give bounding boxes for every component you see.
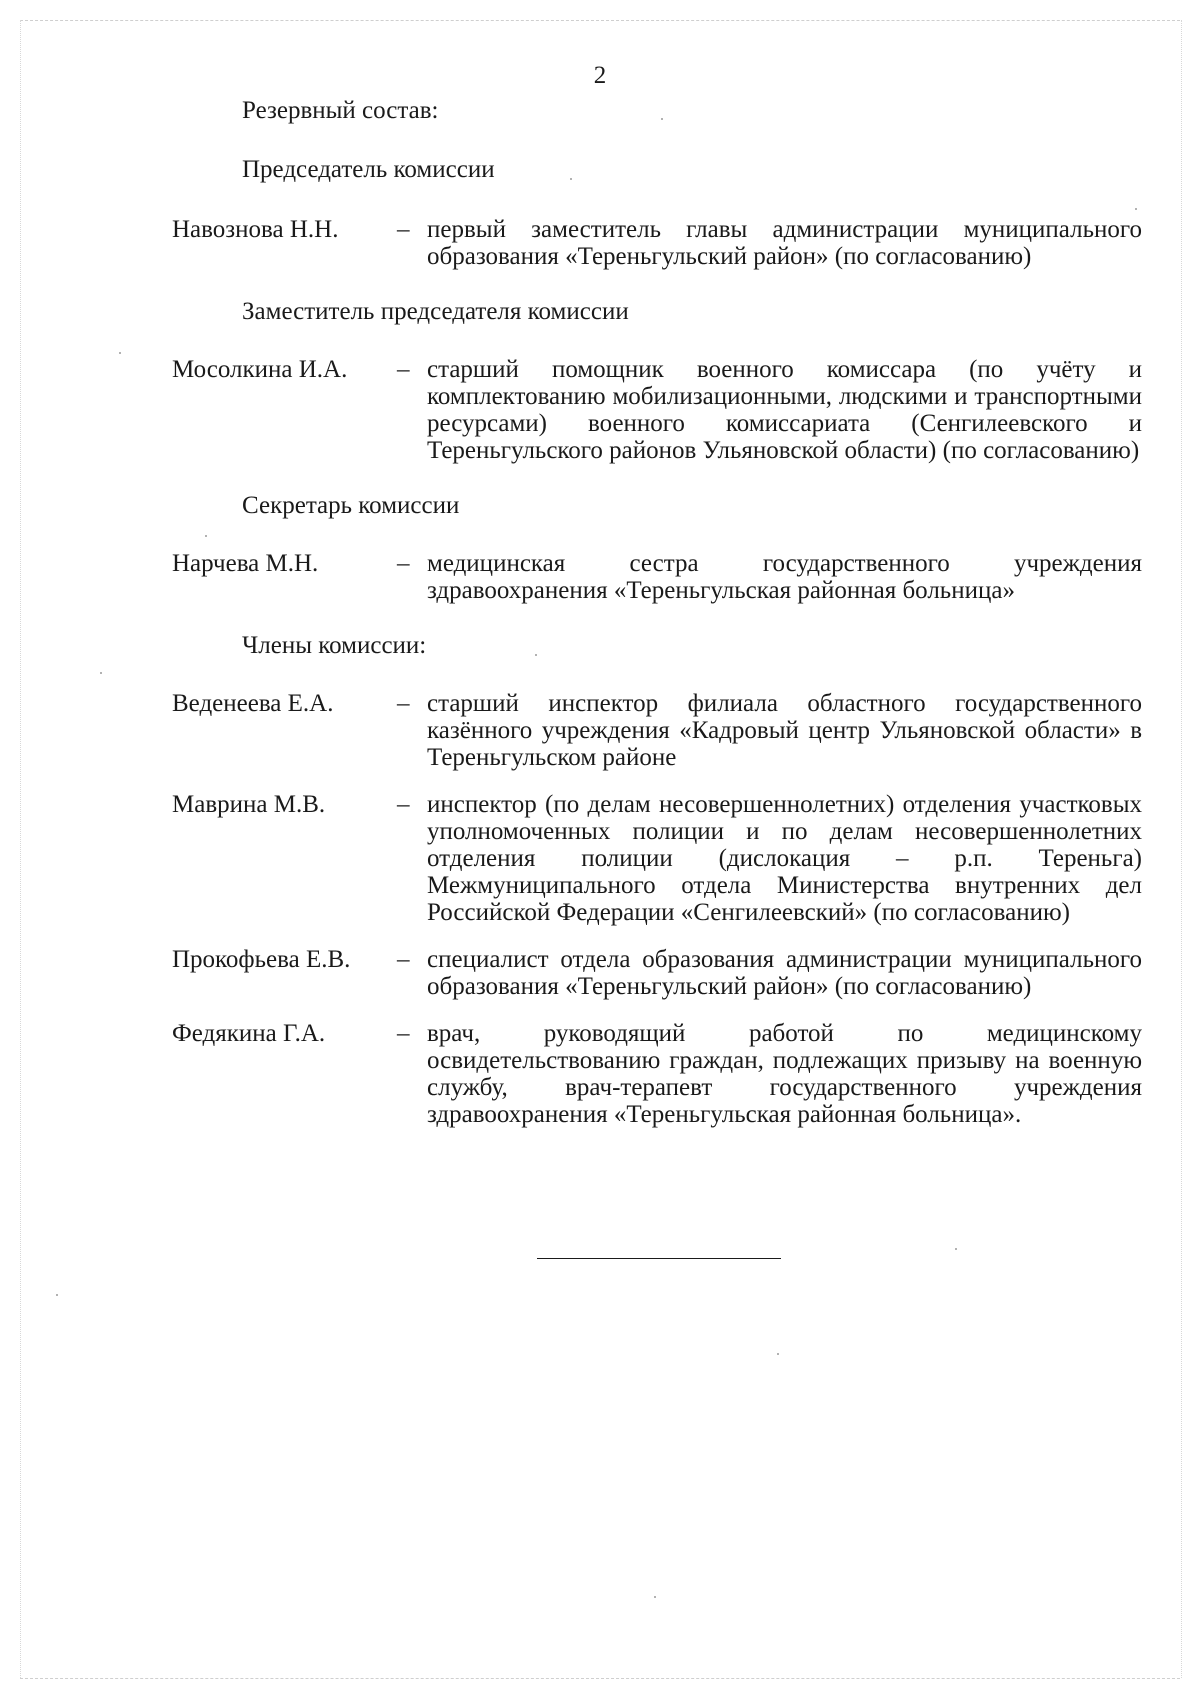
member-entry bbox=[172, 791, 1142, 926]
chair-heading: Председатель комиссии bbox=[242, 156, 495, 183]
scan-speck bbox=[100, 672, 102, 674]
member-name: Веденеева Е.А. bbox=[172, 690, 334, 717]
member-entry bbox=[172, 1020, 1142, 1128]
deputy-description: старший помощник военного комиссара (по учёту и комплектованию мобилизационными, людскими и транспортными ресурсами) военного комиссариата (Сенгилеевского и Тереньгульского районов Ульяновской области) (по согласованию) bbox=[427, 356, 1142, 464]
member-description: инспектор (по делам несовершеннолетних) отделения участковых уполномоченных полиции и по делам несовершеннолетних отделения полиции (дислокация – р.п. Тереньга) Межмуниципального отдела Министерства внутренних дел Российской Федерации «Сенгилеевский» (по согласованию) bbox=[427, 791, 1142, 926]
deputy-dash: – bbox=[397, 356, 410, 383]
member-dash: – bbox=[397, 791, 410, 818]
member-dash: – bbox=[397, 1020, 410, 1047]
member-description: специалист отдела образования администрации муниципального образования «Тереньгульский район» (по согласованию) bbox=[427, 946, 1142, 1000]
reserve-heading: Резервный состав: bbox=[242, 97, 439, 124]
member-description: врач, руководящий работой по медицинскому освидетельствованию граждан, подлежащих призыву на военную службу, врач-терапевт государственного учреждения здравоохранения «Тереньгульская районная больница». bbox=[427, 1020, 1142, 1128]
deputy-name: Мосолкина И.А. bbox=[172, 356, 348, 383]
chair-description: первый заместитель главы администрации муниципального образования «Тереньгульский район» (по согласованию) bbox=[427, 216, 1142, 270]
scan-speck bbox=[535, 654, 537, 656]
chair-dash: – bbox=[397, 216, 410, 243]
chair-entry bbox=[172, 216, 1142, 270]
scan-speck bbox=[570, 178, 572, 180]
scan-speck bbox=[56, 1294, 58, 1296]
deputy-heading: Заместитель председателя комиссии bbox=[242, 298, 629, 325]
scan-speck bbox=[777, 1353, 779, 1355]
member-entry bbox=[172, 946, 1142, 1000]
member-entry bbox=[172, 690, 1142, 771]
member-dash: – bbox=[397, 690, 410, 717]
scan-speck bbox=[661, 118, 663, 120]
scan-speck bbox=[205, 535, 207, 537]
page-number: 2 bbox=[593, 62, 607, 89]
member-name: Федякина Г.А. bbox=[172, 1020, 326, 1047]
member-name: Прокофьева Е.В. bbox=[172, 946, 351, 973]
secretary-description: медицинская сестра государственного учреждения здравоохранения «Тереньгульская районная больница» bbox=[427, 550, 1142, 604]
scan-speck bbox=[119, 352, 121, 354]
closing-rule bbox=[537, 1258, 781, 1259]
deputy-entry bbox=[172, 356, 1142, 464]
secretary-heading: Секретарь комиссии bbox=[242, 492, 460, 519]
scan-speck bbox=[1135, 208, 1137, 210]
secretary-entry bbox=[172, 550, 1142, 604]
member-description: старший инспектор филиала областного государственного казённого учреждения «Кадровый центр Ульяновской области» в Тереньгульском районе bbox=[427, 690, 1142, 771]
document-body bbox=[172, 95, 1142, 1128]
member-name: Маврина М.В. bbox=[172, 791, 326, 818]
scan-border-bottom bbox=[20, 1678, 1180, 1680]
scan-speck bbox=[654, 1596, 656, 1598]
members-heading: Члены комиссии: bbox=[242, 632, 427, 659]
chair-name: Навознова Н.Н. bbox=[172, 216, 339, 243]
scan-speck bbox=[955, 1248, 957, 1250]
member-dash: – bbox=[397, 946, 410, 973]
secretary-name: Нарчева М.Н. bbox=[172, 550, 319, 577]
secretary-dash: – bbox=[397, 550, 410, 577]
